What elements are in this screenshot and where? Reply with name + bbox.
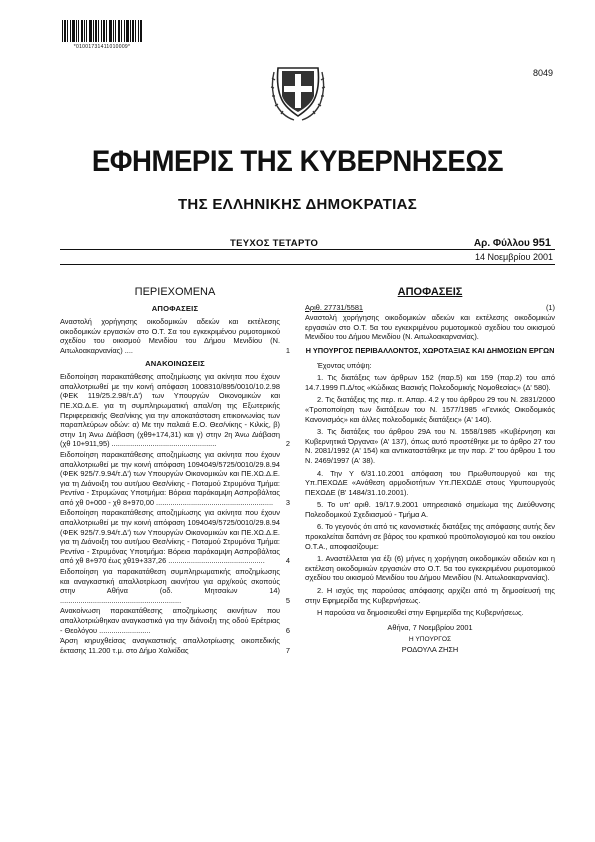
- issue-label: ΤΕΥΧΟΣ ΤΕΤΑΡΤΟ: [230, 238, 319, 249]
- greek-coat-of-arms-emblem: [270, 58, 326, 124]
- barcode-number: *01001731411010009*: [73, 44, 131, 50]
- toc-item-text: Άρση κηρυχθείσας αναγκαστικής απαλλοτρίωσης οικοπεδικής έκτασης 11.200 τ.μ. στο Δήμο Χαλκίδας: [60, 636, 280, 655]
- barcode: [62, 20, 142, 42]
- header-rule-bottom: [60, 264, 555, 265]
- decision-ref-mark: (1): [545, 302, 555, 312]
- toc-item-page: 1: [285, 345, 290, 355]
- decisions-heading: ΑΠΟΦΑΣΕΙΣ: [397, 286, 463, 298]
- toc-item-page: 2: [285, 439, 290, 449]
- place-date: Αθήνα, 7 Νοεμβρίου 2001: [387, 622, 473, 632]
- consideration-paragraph: 2. Τις διατάξεις της περ. ιτ. Απαρ. 4.2 γ του άρθρου 29 του Ν. 2831/2000 «Τροποποίηση των διατάξεων του Ν. 1577/1985 «Γενικός Οικοδομικός Κανονισμός» και άλλες πολεοδομικές διατάξεις» (Α' 140).: [305, 395, 555, 424]
- toc-item: [60, 508, 290, 566]
- signatory-title: Η ΥΠΟΥΡΓΟΣ: [408, 636, 452, 644]
- toc-item-page: 6: [285, 625, 290, 635]
- toc-item-text: Ειδοποίηση παρακατάθεσης αποζημίωσης για ακίνητα που έχουν απαλλοτριωθεί με την κοινή απόφαση 1094049/5725/0010/29.8.94 (ΦΕΚ 925/7.9.94/τ.Δ') των Υπουργών Οικονομικών και ΠΕ.ΧΩ.Δ.Ε. για τη Διάνοιξη του αυτ/μου Θεσ/νίκης - Ποταμού Στρυμόνα Τμήμα: Ρεντίνα - Στρυμόνας Υποτμήμα: Βόρεια παράκαμψη Ασπροβάλτας από χθ 8+970 έως χθ19+337,26 ...............................................: [60, 508, 280, 566]
- publication-order: Η παρούσα να δημοσιευθεί στην Εφημερίδα της Κυβερνήσεως.: [317, 608, 524, 618]
- consideration-paragraph: 3. Τις διατάξεις του άρθρου 29Α του Ν. 1558/1985 «Κυβέρνηση και Κυβερνητικά Όργανα» (Α' 137), όπως αυτό προστέθηκε με το άρθρο 27 του Ν. 2081/1992 (Α' 154) και αντικαταστάθηκε με την παρ. 2' του άρθρου 1 του Ν. 2469/1997 (Α' 38).: [305, 427, 555, 465]
- toc-item-text: Αναστολή χορήγησης οικοδομικών αδειών και εκτέλεσης οικοδομικών εργασιών στο Ο.Τ. Σα του εγκεκριμένου ρυμοτομικού σχεδίου του οικισμού Μενιδίου του Δήμου Μενιδίου (Ν. Αιτωλοακαρνανίας) ....: [60, 317, 280, 355]
- toc-item: [60, 567, 290, 605]
- sheet-number: 951: [532, 237, 551, 249]
- page-number: 8049: [532, 68, 553, 78]
- gazette-title: ΕΦΗΜΕΡΙΣ ΤΗΣ ΚΥΒΕΡΝΗΣΕΩΣ: [91, 145, 504, 178]
- toc-item-page: 3: [285, 497, 290, 507]
- consideration-paragraph: 6. Το γεγονός ότι από τις κανονιστικές διατάξεις της απόφασης αυτής δεν προκαλείται δαπάνη σε βάρος του κρατικού προϋπολογισμού και του οικείου Ο.Τ.Α., αποφασίζουμε:: [305, 522, 555, 551]
- sheet-number-label: [474, 237, 551, 249]
- consideration-paragraph: 1. Τις διατάξεις των άρθρων 152 (παρ.5) και 159 (παρ.2) του από 14.7.1999 Π.Δ/τος «Κώδικας Βασικής Πολεοδομικής Νομοθεσίας» (Δ' 580).: [305, 373, 555, 392]
- contents-announcements-heading: ΑΝΑΚΟΙΝΩΣΕΙΣ: [145, 358, 205, 368]
- toc-item-page: 4: [285, 556, 290, 566]
- toc-item-text: Ειδοποίηση παρακατάθεσης αποζημίωσης για ακίνητα που έχουν απαλλοτριωθεί με την κοινή απόφαση 1008310/895/0010/10.2.98 (ΦΕΚ 119/25.2.98/τ.Δ') των Υπουργών Οικονομικών και ΠΕ.ΧΩ.Δ.Ε. για τη συμπληρωματική απαλ/ση της Εξωτερικής Περιφερειακής Θεσ/νίκης για την αποκατάσταση επικοινωνίας των παραπλεύρων οδών: α) Με την παλαιά Ε.Ο. Θεσ/νίκης - Κιλκίς, β) στην 1η Άνω Διάβαση (χθ9+174,31) και γ) στην 2η Άνω Διάβαση (χθ 10+911,95) ...................................................: [60, 372, 280, 449]
- article-paragraph: 1. Αναστέλλεται για έξι (6) μήνες η χορήγηση οικοδομικών αδειών και η εκτέλεση οικοδομικών εργασιών στο Ο.Τ. 5α του εγκεκριμένου ρυμοτομικού σχεδίου του οικισμού Μενιδίου του Δήμου Μενιδίου (Ν. Αιτωλοακαρνανίας).: [305, 554, 555, 583]
- toc-item: [60, 636, 290, 655]
- toc-item: [60, 317, 290, 355]
- header-rule-top: [60, 249, 555, 250]
- gazette-subtitle: ΤΗΣ ΕΛΛΗΝΙΚΗΣ ΔΗΜΟΚΡΑΤΙΑΣ: [177, 196, 418, 213]
- decision-ref-number: Αριθ. 27731/5581: [305, 302, 364, 312]
- decision-reference: [305, 303, 555, 313]
- contents-column: [60, 288, 290, 656]
- having-regard: Έχοντας υπόψη:: [317, 360, 372, 370]
- toc-item: [60, 606, 290, 635]
- consideration-paragraph: 4. Την Υ 6/31.10.2001 απόφαση του Πρωθυπουργού και της Υπ.ΠΕΧΩΔΕ «Ανάθεση αρμοδιοτήτων Υπ.ΠΕΧΩΔΕ στους Υφυπουργούς ΠΕΧΩΔΕ (Β' 1484/31.10.2001).: [305, 468, 555, 497]
- contents-heading: ΠΕΡΙΕΧΟΜΕΝΑ: [134, 286, 216, 298]
- toc-item-text: Ανακοίνωση παρακατάθεσης αποζημίωσης ακινήτων που απαλλοτριώθηκαν αναγκαστικά για την διάνοιξη της οδού Ερέτριας - Θεολόγου .........................: [60, 606, 280, 635]
- sheet-label: Αρ. Φύλλου: [473, 238, 530, 249]
- toc-item-text: Ειδοποίηση παρακατάθεσης αποζημίωσης για ακίνητα που έχουν απαλλοτριωθεί με την κοινή απόφαση 1094049/5725/0010/29.8.94 (ΦΕΚ 925/7.9.94/τ.Δ') των Υπουργών Οικονομικών και ΠΕ.ΧΩ.Δ.Ε. για τη Διάνοιξη του αυτ/μου Θεσ/νίκης - Ποταμού Στρυμόνα Τμήμα: Ρεντίνα - Στρυμώνας Υποτμήμα: Βόρεια παράκαμψη Ασπροβάλτας από χθ 0+000 - χθ 8+970,00 .........................................................: [60, 449, 280, 507]
- signatory-name: ΡΟΔΟΥΛΑ ΖΗΣΗ: [401, 645, 459, 654]
- decision-summary: Αναστολή χορήγησης οικοδομικών αδειών και εκτέλεσης οικοδομικών εργασιών στο Ο.Τ. 5α του εγκεκριμένου ρυμοτομικού σχεδίου του οικισμού Μενιδίου του Δήμου Μενιδίου (Ν. Αιτωλοακαρνανίας).: [305, 313, 555, 342]
- toc-item-page: 7: [285, 645, 290, 655]
- issue-date: 14 Νοεμβρίου 2001: [475, 252, 553, 262]
- toc-item: [60, 372, 290, 449]
- consideration-paragraph: 5. Το υπ' αριθ. 19/17.9.2001 υπηρεσιακό σημείωμα της Διεύθυνσης Πολεοδομικού Σχεδιασμού - Τμήμα Α.: [305, 500, 555, 519]
- toc-item-text: Ειδοποίηση για παρακατάθεση συμπληρωματικής αποζημίωσης και αναγκαστική απαλλοτρίωση ακινήτου για αρχ/κούς σκοπούς στην Αθήνα (οδ. Μητσαίων 14) ...........................................................: [60, 567, 280, 605]
- minister-heading: Η ΥΠΟΥΡΓΟΣ ΠΕΡΙΒΑΛΛΟΝΤΟΣ, ΧΩΡΟΤΑΞΙΑΣ ΚΑΙ ΔΗΜΟΣΙΩΝ ΕΡΓΩΝ: [305, 345, 555, 355]
- toc-item-page: 5: [285, 595, 290, 605]
- contents-decisions-heading: ΑΠΟΦΑΣΕΙΣ: [151, 303, 199, 313]
- toc-item: [60, 450, 290, 508]
- article-paragraph: 2. Η ισχύς της παρούσας απόφασης αρχίζει από τη δημοσίευσή της στην Εφημερίδα της Κυβερνήσεως.: [305, 586, 555, 605]
- decision-column: [305, 288, 555, 655]
